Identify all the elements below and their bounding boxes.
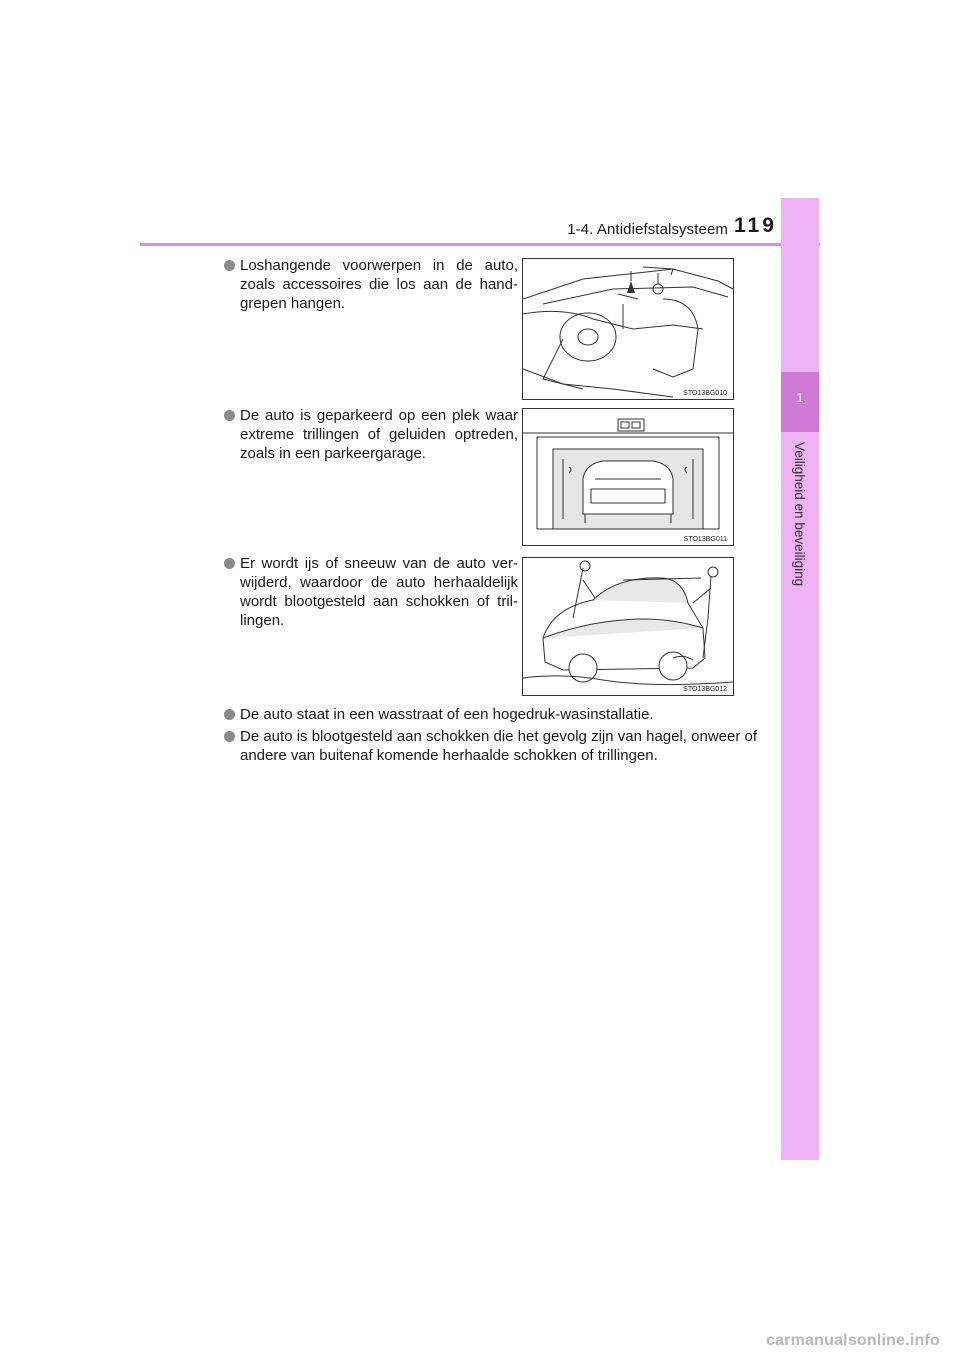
watermark: carmanualsonline.info <box>765 1332 940 1349</box>
bullet-dot-icon <box>224 731 235 742</box>
list-item-text: Loshangende voorwerpen in de auto, zoals accessoires die los aan de hand-grepen hangen. <box>240 257 518 312</box>
list-item <box>224 554 518 630</box>
list-item-text: De auto is blootgesteld aan schokken die het gevolg zijn van hagel, onweer of andere van buitenaf komende herhaalde schokken of trillingen. <box>240 728 758 764</box>
section-title: 1-4. Antidiefstalsysteem <box>567 221 728 238</box>
header-rule <box>140 243 820 246</box>
list-item-text: Er wordt ijs of sneeuw van de auto ver-wijderd, waardoor de auto herhaaldelijk wordt blootgesteld aan schokken of tril-lingen. <box>240 555 518 629</box>
figure-code: STO13BG011 <box>683 536 727 543</box>
page-number: 119 <box>734 214 777 237</box>
figure-code: STO13BG010 <box>683 390 727 397</box>
car-interior-drawing <box>523 259 733 399</box>
list-item-text: De auto staat in een wasstraat of een hogedruk-wasinstallatie. <box>240 706 654 723</box>
illustration-snow-removal <box>522 557 734 696</box>
list-item <box>224 256 518 313</box>
list-item <box>224 705 764 724</box>
parking-garage-drawing <box>523 409 733 545</box>
bullet-dot-icon <box>224 709 235 720</box>
list-item <box>224 406 518 463</box>
chapter-number: 1 <box>796 390 804 405</box>
snow-removal-drawing <box>523 558 733 695</box>
bullet-dot-icon <box>224 410 235 421</box>
chapter-side-tab <box>781 198 819 1160</box>
chapter-title: Veiligheid en beveiliging <box>792 442 807 587</box>
bullet-dot-icon <box>224 558 235 569</box>
list-item-text: De auto is geparkeerd op een plek waar extreme trillingen of geluiden optreden, zoals in een parkeergarage. <box>240 407 518 462</box>
figure-code: STO13BG012 <box>683 686 727 693</box>
illustration-interior <box>522 258 734 400</box>
list-item <box>224 727 764 765</box>
bullet-dot-icon <box>224 260 235 271</box>
illustration-parking-garage <box>522 408 734 546</box>
